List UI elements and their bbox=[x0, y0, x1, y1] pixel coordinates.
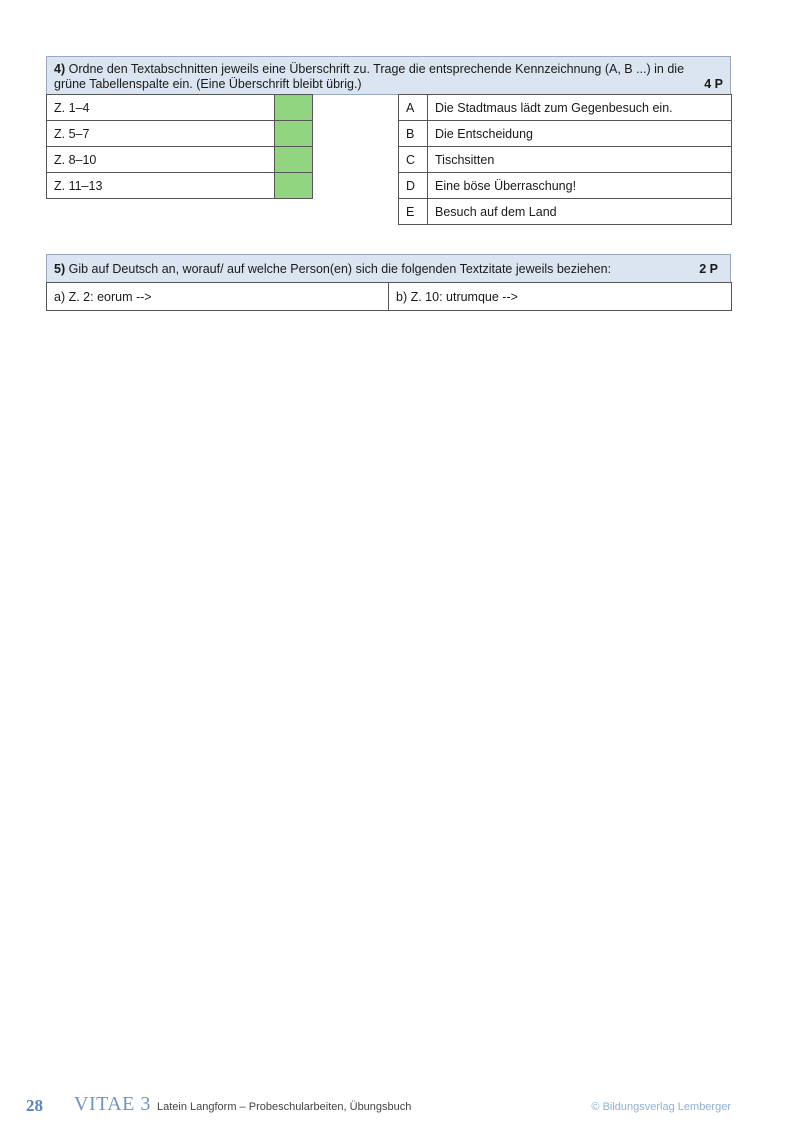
table-row bbox=[47, 147, 313, 173]
heading-letter: A bbox=[399, 95, 428, 121]
heading-letter: E bbox=[399, 199, 428, 225]
page-number: 28 bbox=[26, 1096, 43, 1115]
answer-cell[interactable] bbox=[275, 173, 313, 199]
task-5-header bbox=[46, 254, 731, 283]
task-4-points: 4 P bbox=[704, 77, 723, 91]
table-row bbox=[399, 199, 732, 225]
heading-letter: D bbox=[399, 173, 428, 199]
book-subtitle: Latein Langform – Probeschularbeiten, Übungsbuch bbox=[157, 1101, 412, 1113]
table-row bbox=[399, 95, 732, 121]
table-row bbox=[399, 173, 732, 199]
table-row bbox=[399, 147, 732, 173]
answer-field-a[interactable]: a) Z. 2: eorum --> bbox=[47, 283, 389, 311]
table-row bbox=[47, 283, 732, 311]
task-4 bbox=[46, 56, 731, 219]
headings-table bbox=[398, 94, 732, 225]
heading-text: Tischsitten bbox=[428, 147, 732, 173]
table-row bbox=[47, 121, 313, 147]
task-5 bbox=[46, 254, 731, 304]
task-4-header bbox=[46, 56, 731, 95]
answer-cell[interactable] bbox=[275, 121, 313, 147]
heading-text: Die Stadtmaus lädt zum Gegenbesuch ein. bbox=[428, 95, 732, 121]
answer-cell[interactable] bbox=[275, 147, 313, 173]
task-4-number: 4) bbox=[54, 62, 66, 76]
table-row bbox=[47, 95, 313, 121]
copyright-notice: © Bildungsverlag Lemberger bbox=[591, 1101, 731, 1113]
table-row bbox=[47, 173, 313, 199]
page-footer bbox=[0, 1092, 800, 1122]
citations-table bbox=[46, 282, 732, 311]
task-5-points: 2 P bbox=[699, 262, 718, 276]
heading-letter: C bbox=[399, 147, 428, 173]
task-5-instruction: Gib auf Deutsch an, worauf/ auf welche Person(en) sich die folgenden Textzitate jeweils beziehen: bbox=[68, 262, 612, 276]
section-label: Z. 11–13 bbox=[47, 173, 275, 199]
heading-letter: B bbox=[399, 121, 428, 147]
table-row bbox=[399, 121, 732, 147]
vitae-logo: VITAE 3 bbox=[74, 1093, 151, 1115]
task-5-number: 5) bbox=[54, 262, 66, 276]
heading-text: Besuch auf dem Land bbox=[428, 199, 732, 225]
section-label: Z. 8–10 bbox=[47, 147, 275, 173]
heading-text: Die Entscheidung bbox=[428, 121, 732, 147]
answer-field-b[interactable]: b) Z. 10: utrumque --> bbox=[389, 283, 732, 311]
sections-table bbox=[46, 94, 313, 199]
task-4-instruction-line2: grüne Tabellenspalte ein. (Eine Überschrift bleibt übrig.) bbox=[54, 77, 362, 91]
heading-text: Eine böse Überraschung! bbox=[428, 173, 732, 199]
answer-cell[interactable] bbox=[275, 95, 313, 121]
task-4-instruction-line1: Ordne den Textabschnitten jeweils eine Überschrift zu. Trage die entsprechende Kennzeichnung (A, B ...) in die bbox=[68, 62, 685, 76]
section-label: Z. 5–7 bbox=[47, 121, 275, 147]
section-label: Z. 1–4 bbox=[47, 95, 275, 121]
